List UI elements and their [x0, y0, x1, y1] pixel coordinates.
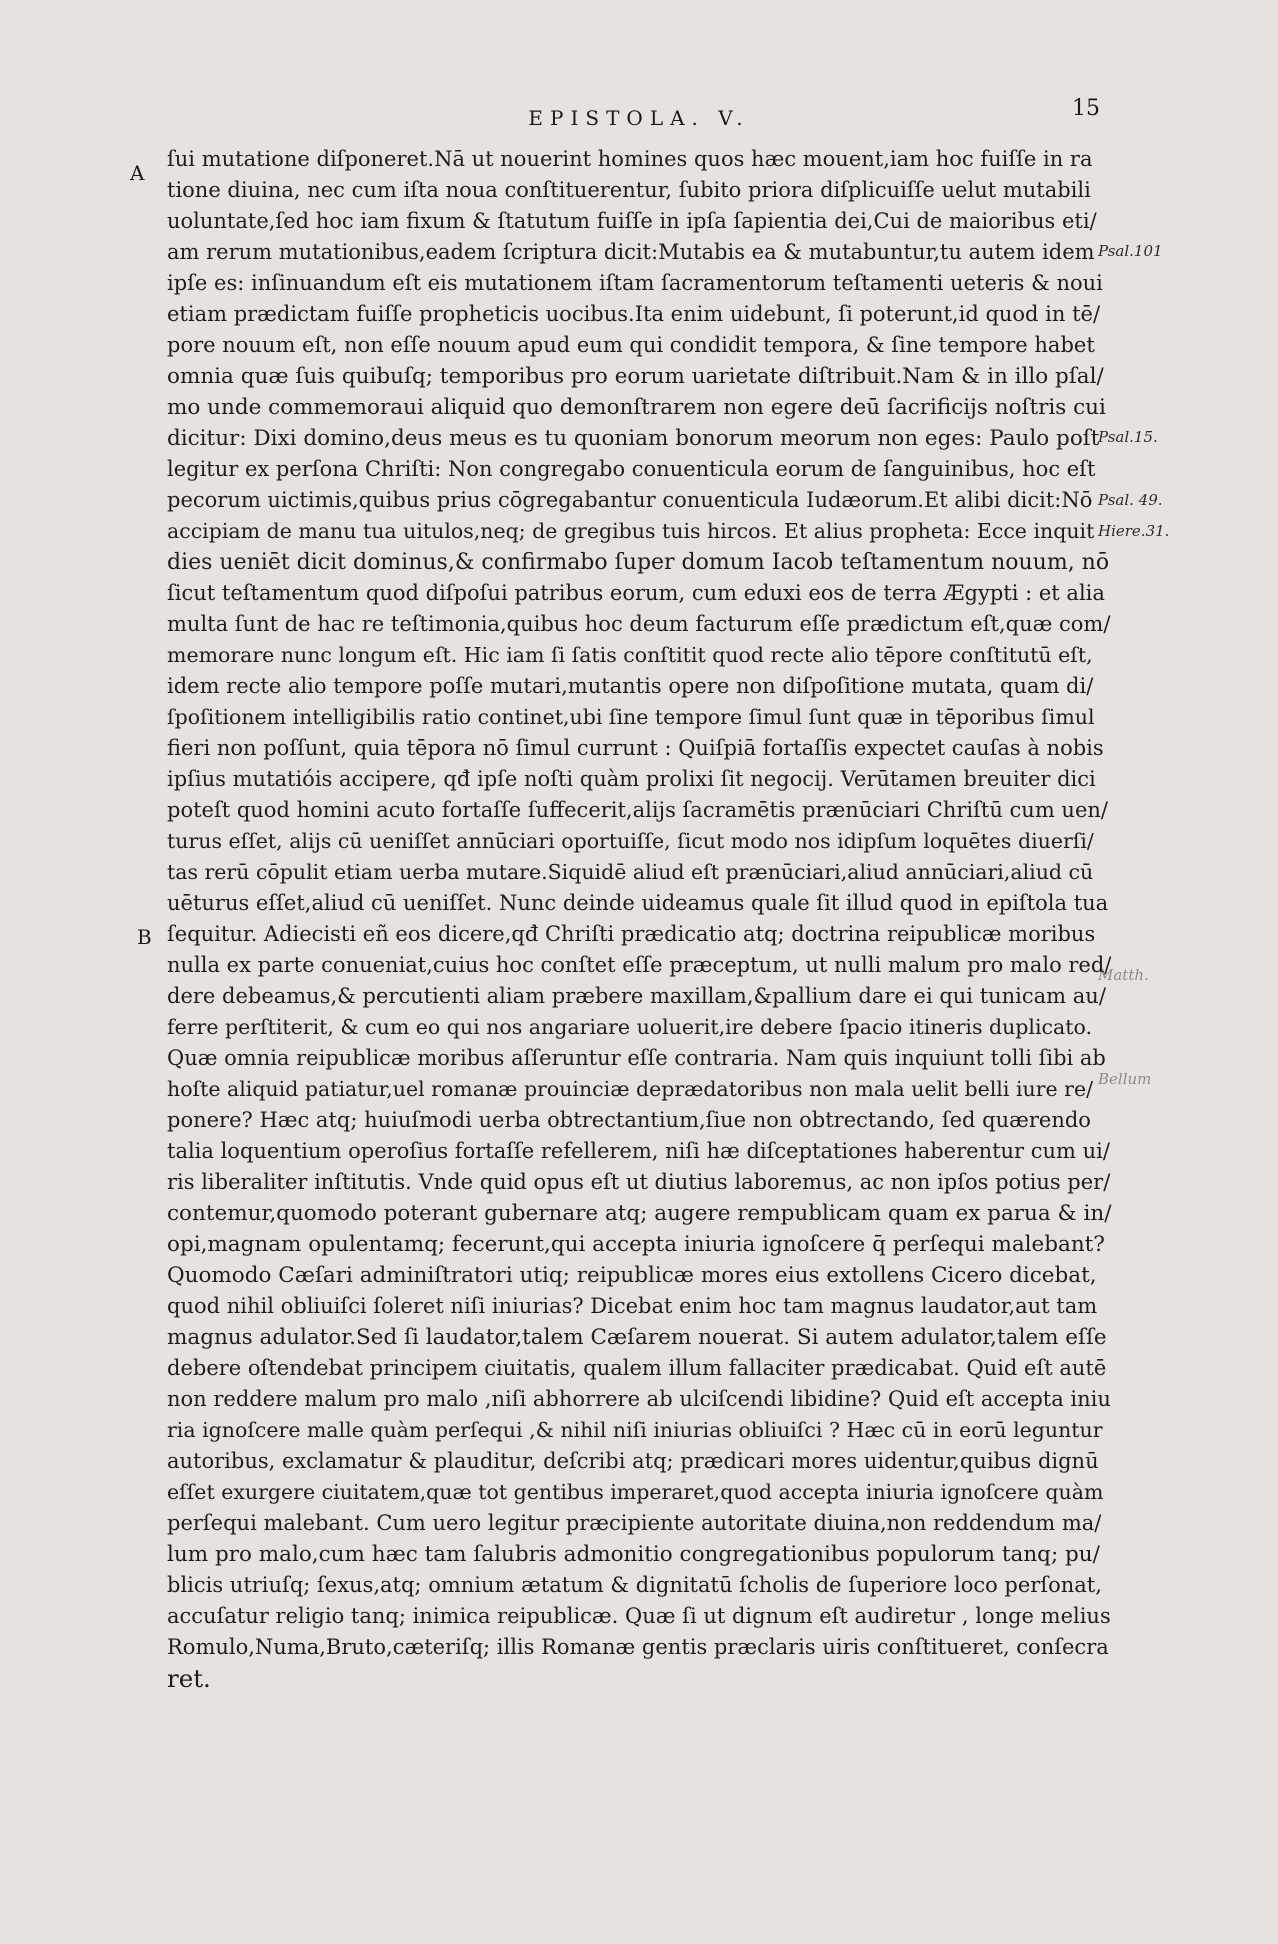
- text-line: mo unde commemoraui aliquid quo demonſtrarem non egere deū ſacrificijs noſtris cui: [167, 395, 1106, 420]
- text-line: multa ſunt de hac re teſtimonia,quibus hoc deum facturum eſſe prædictum eſt,quæ com/: [167, 612, 1111, 636]
- text-line: ret.: [167, 1664, 211, 1693]
- text-line: am rerum mutationibus,eadem ſcriptura dicit:Mutabis ea & mutabuntur,tu autem idem: [167, 240, 1095, 264]
- text-line: Quomodo Cæſari adminiſtratori utiq; reipublicæ mores eius extollens Cicero dicebat,: [167, 1263, 1097, 1288]
- text-line: ria ignoſcere malle quàm perſequi ,& nihil niſi iniurias obliuiſci ? Hæc cū in eorū leguntur: [167, 1418, 1103, 1442]
- text-line: opi,magnam opulentamq; fecerunt,qui accepta iniuria ignoſcere q̄ perſequi malebant?: [167, 1232, 1105, 1257]
- text-line: uoluntate,ſed hoc iam fixum & ſtatutum fuiſſe in ipſa ſapientia dei,Cui de maioribus eti/: [167, 209, 1097, 233]
- text-line: magnus adulator.Sed ſi laudator,talem Cæſarem nouerat. Si autem adulator,talem eſſe: [167, 1325, 1107, 1350]
- text-line: ponere? Hæc atq; huiuſmodi uerba obtrectantium,ſiue non obtrectando, ſed quærendo: [167, 1108, 1091, 1132]
- text-line: accipiam de manu tua uitulos,neq; de gregibus tuis hircos. Et alius propheta: Ecce inquit: [167, 519, 1095, 543]
- text-line: ipſe es: inſinuandum eſt eis mutationem iſtam ſacramentorum teſtamenti ueteris & noui: [167, 271, 1103, 295]
- page-number: 15: [1072, 96, 1100, 121]
- text-line: contemur,quomodo poterant gubernare atq; augere rempublicam quam ex parua & in/: [167, 1201, 1112, 1226]
- text-line: omnia quæ ſuis quibuſq; temporibus pro eorum uarietate diſtribuit.Nam & in illo pſal/: [167, 364, 1104, 389]
- text-line: turus eſſet, alijs cū ueniſſet annūciari oportuiſſe, ſicut modo nos idipſum loquētes diuerſi/: [167, 829, 1094, 853]
- text-line: fieri non poſſunt, quia tēpora nō ſimul currunt : Quiſpiā fortaſſis expectet cauſas à nobis: [167, 736, 1104, 760]
- text-line: etiam prædictam fuiſſe propheticis uocibus.Ita enim uidebunt, ſi poterunt,id quod in tē/: [167, 302, 1101, 326]
- text-line: autoribus, exclamatur & plauditur, deſcribi atq; prædicari mores uidentur,quibus dignū: [167, 1449, 1099, 1473]
- text-line: ſpoſitionem intelligibilis ratio continet,ubi ſine tempore ſimul ſunt quæ in tēporibus ſimul: [167, 705, 1095, 729]
- text-line: debere oſtendebat principem ciuitatis, qualem illum fallaciter prædicabat. Quid eſt autē: [167, 1356, 1107, 1380]
- text-line: pore nouum eſt, non eſſe nouum apud eum qui condidit tempora, & ſine tempore habet: [167, 333, 1095, 357]
- text-line: ipſius mutatióis accipere, qđ ipſe noſti quàm prolixi ſit negocij. Verūtamen breuiter dici: [167, 767, 1096, 791]
- text-line: Romulo,Numa,Bruto,cæteriſq; illis Romanæ gentis præclaris uiris conſtitueret, conſecra: [167, 1635, 1109, 1659]
- margin-note-psal49: Psal. 49.: [1098, 491, 1163, 509]
- text-line: dere debeamus,& percutienti aliam præbere maxillam,&pallium dare ei qui tunicam au/: [167, 984, 1106, 1008]
- text-line-catchword: [167, 1694, 1112, 1725]
- text-line: dies ueniēt dicit dominus,& confirmabo ſuper domum Iacob teſtamentum nouum, nō: [167, 550, 1110, 575]
- text-line: legitur ex perſona Chriſti: Non congregabo conuenticula eorum de ſanguinibus, hoc eſt: [167, 457, 1096, 481]
- margin-note-psal101: Psal.101: [1098, 242, 1163, 260]
- text-line: ſequitur. Adiecisti eñ eos dicere,qđ Chriſti prædicatio atq; doctrina reipublicæ moribus: [167, 922, 1096, 946]
- text-line: accuſatur religio tanq; inimica reipublicæ. Quæ ſi ut dignum eſt audiretur , longe melius: [167, 1604, 1111, 1628]
- text-line: perſequi malebant. Cum uero legitur præcipiente autoritate diuina,non reddendum ma/: [167, 1511, 1102, 1535]
- running-head: EPISTOLA. V.: [528, 106, 750, 130]
- text-line: talia loquentium operoſius fortaſſe refellerem, niſi hæ diſceptationes haberentur cum ui/: [167, 1139, 1110, 1163]
- text-line: idem recte alio tempore poſſe mutari,mutantis opere non diſpoſitione mutata, quam di/: [167, 674, 1094, 698]
- text-line: non reddere malum pro malo ,niſi abhorrere ab ulciſcendi libidine? Quid eſt accepta iniu: [167, 1387, 1111, 1411]
- margin-note-matth: Matth.: [1098, 966, 1149, 984]
- text-line: ſui mutatione diſponeret.Nā ut nouerint homines quos hæc mouent,iam hoc fuiſſe in ra: [167, 147, 1093, 171]
- text-line: tas rerū cōpulit etiam uerba mutare.Siquidē aliud eſt prænūciari,aliud annūciari,aliud cū: [167, 860, 1094, 884]
- text-line: memorare nunc longum eſt. Hic iam ſi ſatis conſtitit quod recte alio tēpore conſtitutū eſt,: [167, 643, 1093, 667]
- text-line: ſicut teſtamentum quod diſpoſui patribus eorum, cum eduxi eos de terra Ægypti : et alia: [167, 581, 1105, 605]
- text-line: pecorum uictimis,quibus prius cōgregabantur conuenticula Iudæorum.Et alibi dicit:Nō: [167, 488, 1093, 512]
- margin-note-psal15: Psal.15.: [1098, 428, 1158, 446]
- text-line: quod nihil obliuiſci ſoleret niſi iniurias? Dicebat enim hoc tam magnus laudator,aut tam: [167, 1294, 1098, 1318]
- section-marker-b: B: [137, 925, 152, 949]
- text-line: uēturus eſſet,aliud cū ueniſſet. Nunc deinde uideamus quale ſit illud quod in epiſtola tua: [167, 891, 1109, 915]
- text-line: ris liberaliter inſtitutis. Vnde quid opus eſt ut diutius laboremus, ac non ipſos potius per/: [167, 1170, 1111, 1194]
- text-line: ferre perſtiterit, & cum eo qui nos angariare uoluerit,ire debere ſpacio itineris duplicato.: [167, 1015, 1092, 1039]
- text-line: poteſt quod homini acuto fortaſſe ſuffecerit,alijs ſacramētis prænūciari Chriſtū cum uen/: [167, 798, 1108, 822]
- text-line: blicis utriuſq; ſexus,atq; omnium ætatum & dignitatū ſcholis de ſuperiore loco perſonat,: [167, 1573, 1102, 1597]
- section-marker-a: A: [130, 161, 145, 185]
- text-line: dicitur: Dixi domino,deus meus es tu quoniam bonorum meorum non eges: Paulo poſt: [167, 426, 1100, 451]
- margin-note-bellum: Bellum: [1098, 1070, 1152, 1088]
- text-line: hoſte aliquid patiatur,uel romanæ prouinciæ deprædatoribus non mala uelit belli iure re/: [167, 1077, 1093, 1101]
- margin-note-hiere31: Hiere.31.: [1098, 522, 1170, 540]
- text-line: Quæ omnia reipublicæ moribus aſſeruntur eſſe contraria. Nam quis inquiunt tolli ſibi ab: [167, 1046, 1106, 1070]
- text-line: nulla ex parte conueniat,cuius hoc conſtet eſſe præceptum, ut nulli malum pro malo red/: [167, 953, 1112, 977]
- text-line: eſſet exurgere ciuitatem,quæ tot gentibus imperaret,quod accepta iniuria ignoſcere quàm: [167, 1480, 1104, 1504]
- body-text: [167, 144, 1112, 1725]
- text-line: lum pro malo,cum hæc tam ſalubris admonitio congregationibus populorum tanq; pu/: [167, 1542, 1100, 1567]
- text-line: tione diuina, nec cum iſta noua conſtituerentur, ſubito priora diſplicuiſſe uelut mutabili: [167, 178, 1091, 202]
